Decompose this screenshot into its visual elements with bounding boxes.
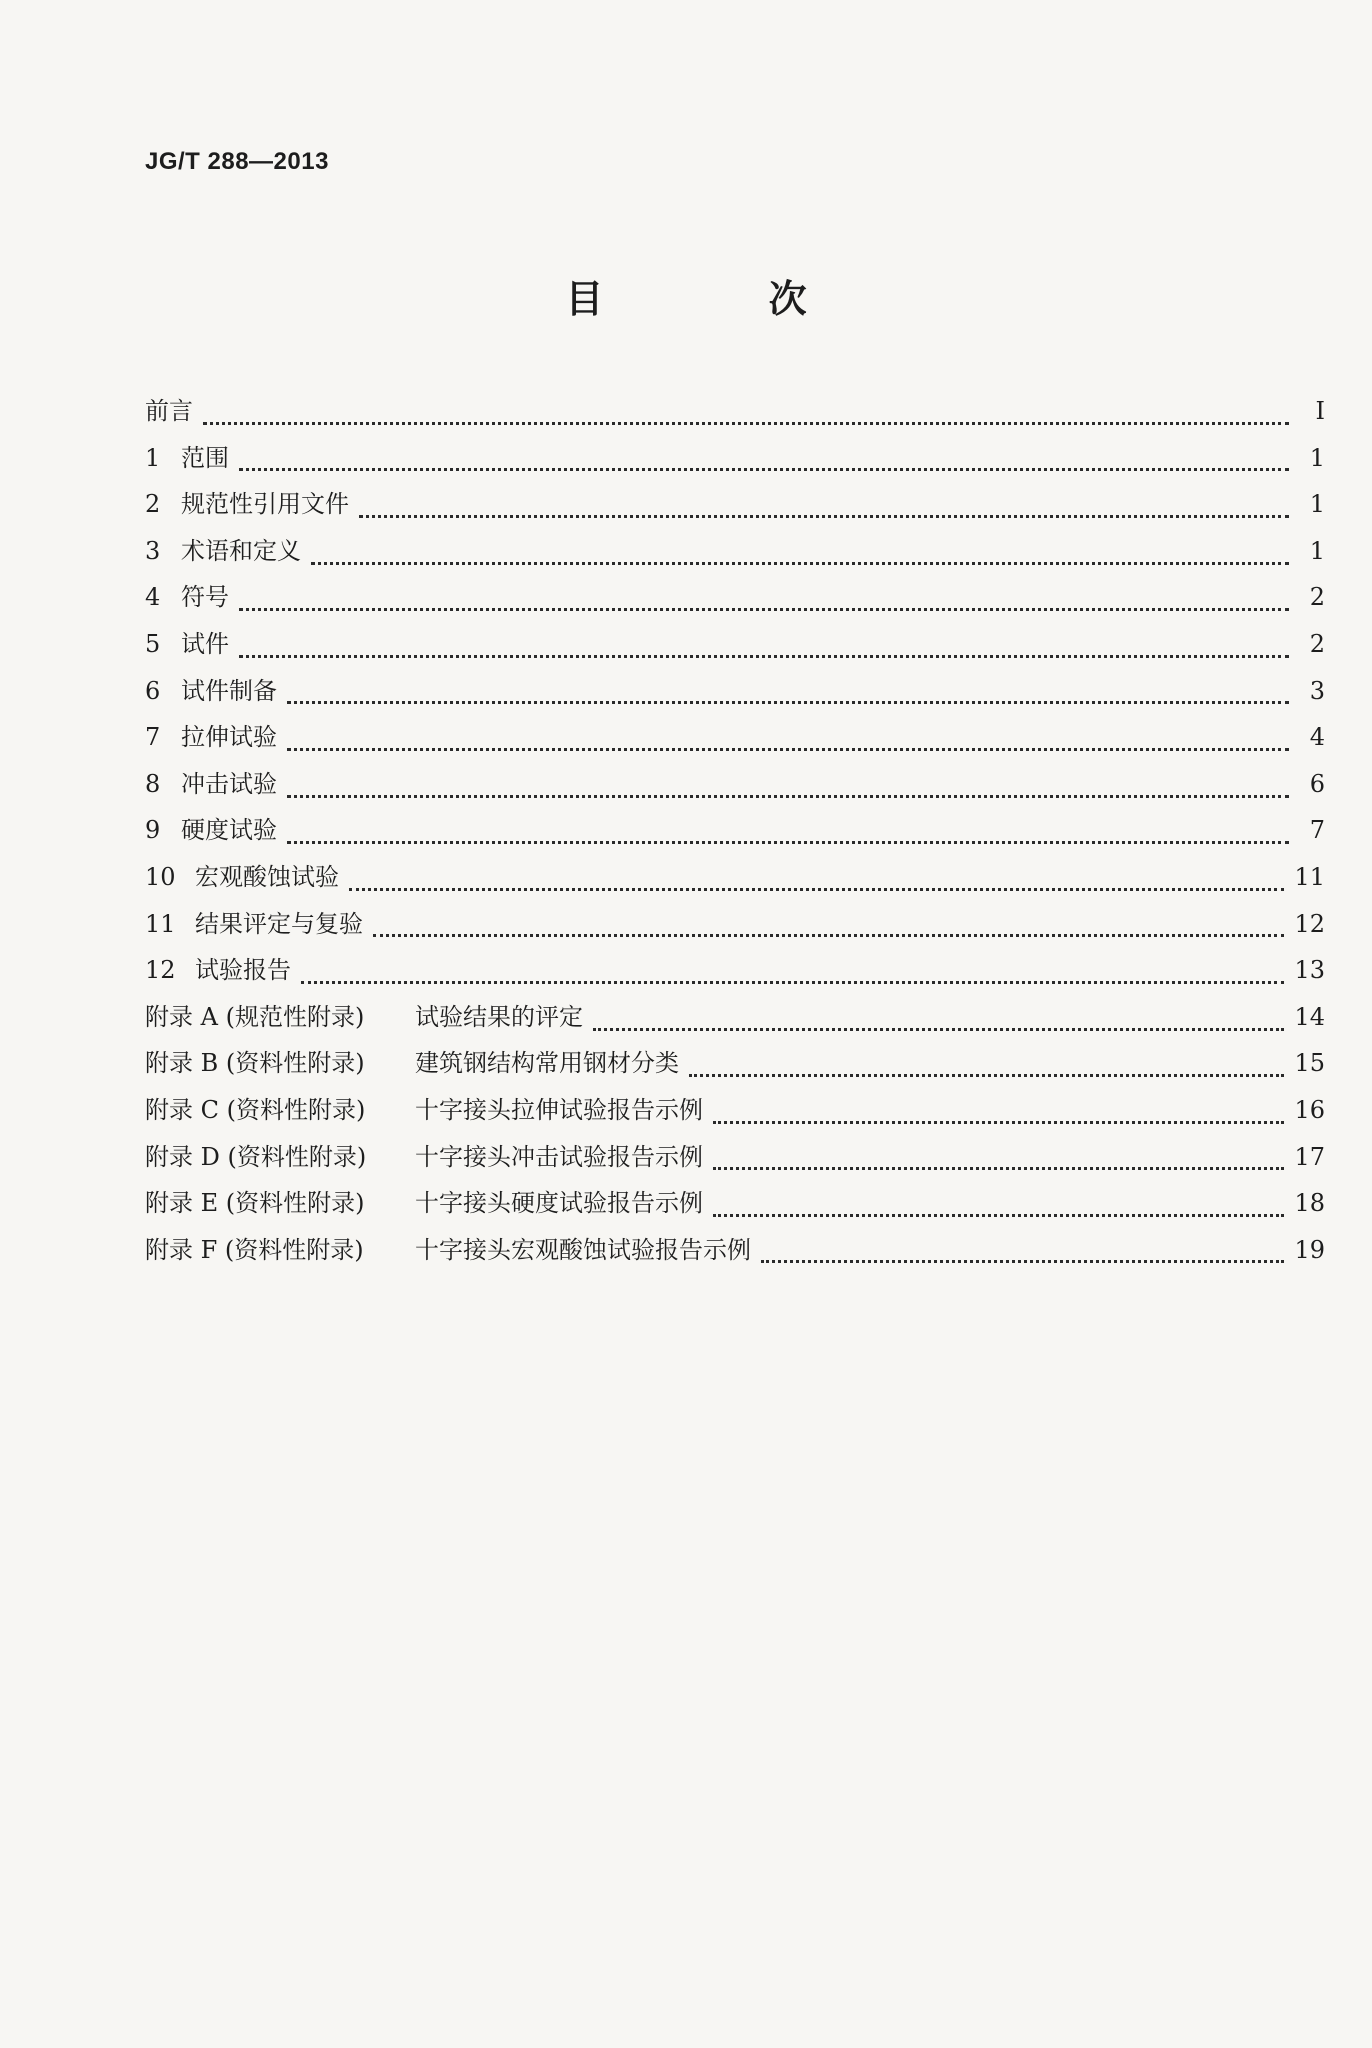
toc-entry-page: Ⅰ [1315, 397, 1325, 425]
toc-entry-label: 前言 [145, 397, 193, 425]
toc-leader-dots [287, 701, 1289, 704]
toc-entry-page: 3 [1309, 676, 1325, 705]
toc-entry-appendix-d[interactable] [145, 1140, 1325, 1187]
toc-entry-label: 结果评定与复验 [195, 909, 363, 938]
toc-entry-label: 拉伸试验 [181, 723, 277, 752]
toc-entry-page: 2 [1309, 583, 1325, 612]
toc-leader-dots [373, 934, 1284, 937]
toc-leader-dots [287, 795, 1289, 798]
toc-entry-number: 附录 F (资料性附录) [145, 1235, 364, 1264]
toc-entry-5[interactable] [145, 627, 1325, 674]
toc-entry-number: 12 [145, 956, 176, 985]
toc-leader-dots [239, 655, 1289, 658]
toc-entry-4[interactable] [145, 580, 1325, 627]
toc-entry-label: 试验结果的评定 [415, 1002, 583, 1031]
toc-entry-appendix-f[interactable] [145, 1233, 1325, 1280]
toc-entry-page: 19 [1294, 1235, 1325, 1264]
toc-entry-page: 15 [1294, 1049, 1325, 1078]
toc-entry-page: 12 [1294, 909, 1325, 938]
toc-entry-label: 十字接头拉伸试验报告示例 [415, 1095, 703, 1124]
toc-entry-page: 18 [1294, 1189, 1325, 1218]
toc-entry-label: 十字接头冲击试验报告示例 [415, 1142, 703, 1171]
toc-leader-dots [713, 1167, 1284, 1170]
toc-entry-number: 1 [145, 443, 161, 472]
toc-entry-label: 试件 [181, 629, 229, 658]
toc-leader-dots [349, 888, 1284, 891]
toc-leader-dots [239, 468, 1289, 471]
toc-entry-number: 3 [145, 536, 161, 565]
toc-entry-page: 6 [1309, 769, 1325, 798]
toc-leader-dots [713, 1214, 1284, 1217]
toc-entry-page: 7 [1309, 816, 1325, 845]
toc-entry-3[interactable] [145, 534, 1325, 581]
toc-entry-label: 十字接头宏观酸蚀试验报告示例 [415, 1235, 751, 1264]
toc-entry-page: 17 [1294, 1142, 1325, 1171]
toc-leader-dots [593, 1028, 1284, 1031]
toc-entry-label: 试件制备 [181, 676, 277, 705]
toc-leader-dots [311, 562, 1289, 565]
toc-entry-appendix-e[interactable] [145, 1186, 1325, 1233]
toc-leader-dots [287, 748, 1289, 751]
toc-entry-page: 1 [1309, 536, 1325, 565]
toc-entry-1[interactable] [145, 441, 1325, 488]
toc-entry-label: 符号 [181, 583, 229, 612]
toc-entry-page: 2 [1309, 629, 1325, 658]
toc-entry-12[interactable] [145, 953, 1325, 1000]
toc-entry-label: 范围 [181, 443, 229, 472]
toc-entry-6[interactable] [145, 674, 1325, 721]
toc-leader-dots [359, 515, 1289, 518]
toc-entry-appendix-c[interactable] [145, 1093, 1325, 1140]
toc-entry-2[interactable] [145, 487, 1325, 534]
toc-entry-number: 10 [145, 862, 176, 891]
toc-title: 目 次 [565, 277, 883, 321]
toc-entry-page: 1 [1309, 443, 1325, 472]
toc-entry-page: 13 [1294, 956, 1325, 985]
toc-leader-dots [301, 981, 1284, 984]
toc-entry-label: 十字接头硬度试验报告示例 [415, 1189, 703, 1218]
toc-entry-number: 附录 A (规范性附录) [145, 1002, 365, 1031]
toc-entry-appendix-a[interactable] [145, 1000, 1325, 1047]
toc-entry-number: 7 [145, 723, 161, 752]
toc-entry-foreword[interactable] [145, 394, 1325, 441]
toc-entry-label: 冲击试验 [181, 769, 277, 798]
table-of-contents [145, 394, 1325, 1279]
toc-entry-number: 8 [145, 769, 161, 798]
toc-entry-number: 4 [145, 583, 161, 612]
toc-entry-10[interactable] [145, 860, 1325, 907]
toc-entry-number: 附录 E (资料性附录) [145, 1189, 365, 1218]
toc-entry-page: 11 [1294, 862, 1325, 891]
toc-entry-number: 附录 C (资料性附录) [145, 1095, 366, 1124]
toc-entry-number: 9 [145, 816, 161, 845]
toc-entry-label: 规范性引用文件 [181, 490, 349, 519]
toc-entry-11[interactable] [145, 907, 1325, 954]
toc-entry-label: 建筑钢结构常用钢材分类 [415, 1049, 679, 1078]
toc-entry-label: 硬度试验 [181, 816, 277, 845]
toc-entry-appendix-b[interactable] [145, 1046, 1325, 1093]
toc-entry-label: 术语和定义 [181, 536, 301, 565]
toc-leader-dots [203, 422, 1289, 425]
toc-entry-number: 6 [145, 676, 161, 705]
toc-leader-dots [239, 608, 1289, 611]
toc-entry-label: 宏观酸蚀试验 [195, 862, 339, 891]
toc-entry-number: 附录 B (资料性附录) [145, 1049, 365, 1078]
toc-entry-9[interactable] [145, 813, 1325, 860]
toc-entry-number: 5 [145, 629, 161, 658]
toc-entry-7[interactable] [145, 720, 1325, 767]
toc-leader-dots [689, 1074, 1284, 1077]
toc-leader-dots [761, 1260, 1284, 1263]
toc-leader-dots [713, 1121, 1284, 1124]
toc-entry-number: 11 [145, 909, 176, 938]
toc-entry-page: 1 [1309, 490, 1325, 519]
toc-entry-label: 试验报告 [195, 956, 291, 985]
toc-entry-number: 2 [145, 490, 161, 519]
toc-entry-page: 16 [1294, 1095, 1325, 1124]
toc-entry-number: 附录 D (资料性附录) [145, 1142, 367, 1171]
toc-leader-dots [287, 841, 1289, 844]
toc-entry-page: 14 [1294, 1002, 1325, 1031]
document-code: JG/T 288—2013 [145, 148, 329, 175]
toc-entry-8[interactable] [145, 767, 1325, 814]
toc-entry-page: 4 [1309, 723, 1325, 752]
